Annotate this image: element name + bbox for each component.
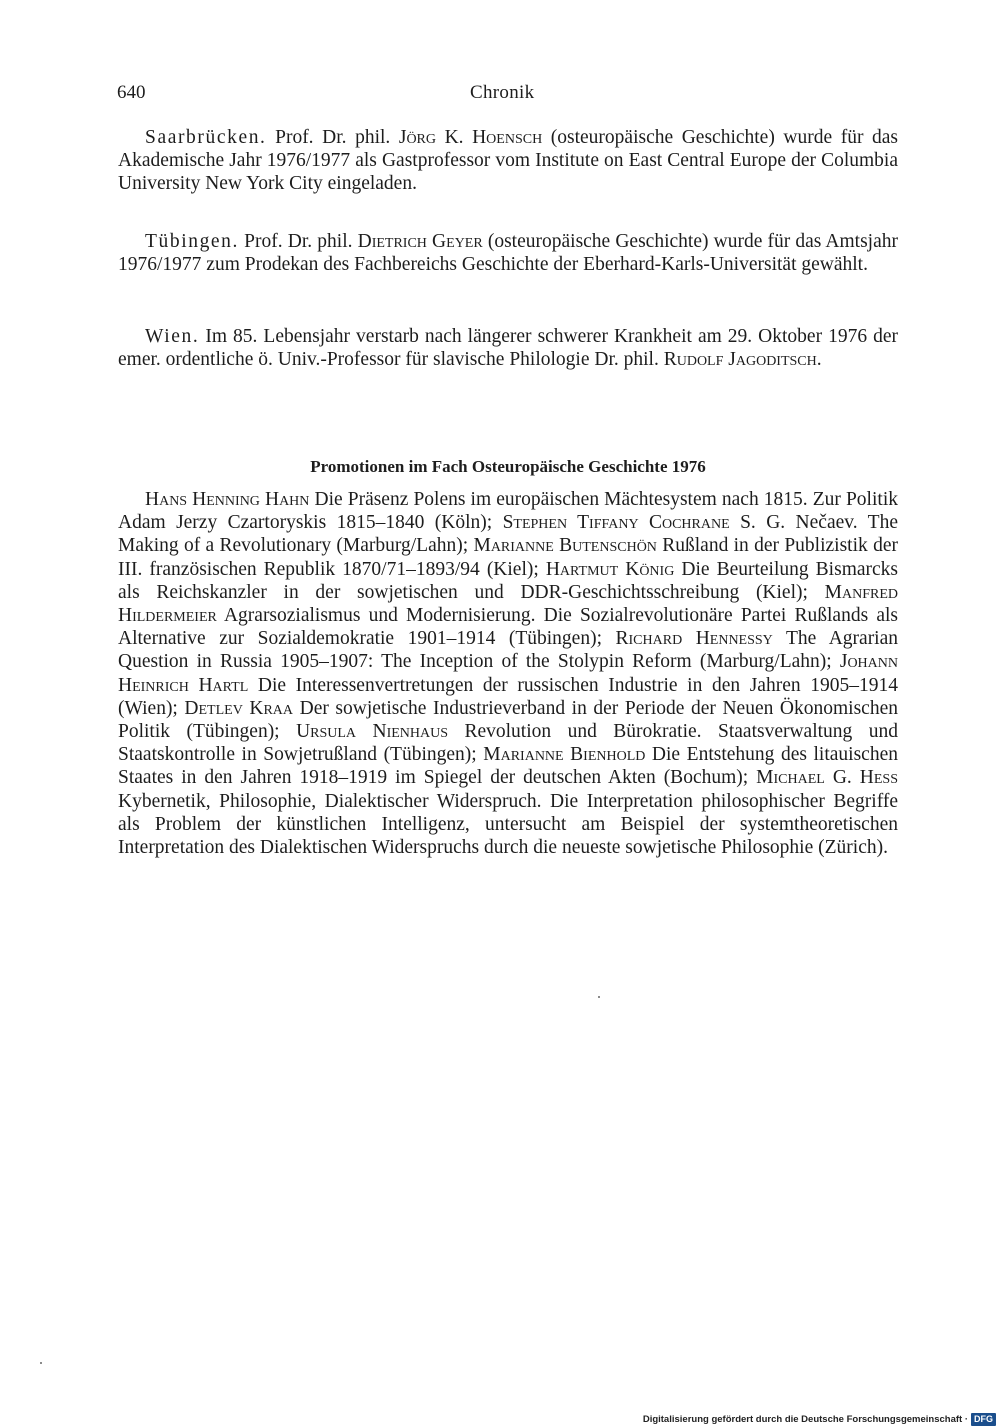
section-heading: Promotionen im Fach Osteuropäische Geschichte 1976 [310, 457, 706, 476]
dissertation-title: Die Interessenvertretungen der russischen Industrie in den Jahren 1905–1914 (Wien); [118, 674, 898, 719]
dissertation-title: Die Beurteilung Bismarcks als Reichskanzler in der sowjetischen und DDR-Geschichtsschreibung (Kiel); [118, 558, 898, 603]
scan-speck [598, 996, 600, 998]
dissertation-title: Der sowjetische Industrieverband in der Periode der Neuen Ökonomischen Politik (Tübingen); [118, 697, 898, 743]
dissertation-title: Revolution und Bürokratie. Staatsverwaltung und Staatskontrolle in Sowjetrußland (Tübingen); [118, 721, 898, 766]
entry-text: Prof. Dr. phil. [266, 127, 399, 148]
person-name: Jörg K. Hoensch [398, 127, 543, 148]
news-entry-saarbruecken [118, 126, 898, 196]
author-name: Detlev Kraa [184, 697, 294, 719]
scan-speck [40, 1362, 42, 1364]
person-name: Rudolf Jagoditsch [663, 349, 817, 371]
news-entry-tuebingen [118, 230, 898, 276]
digitization-credit [643, 1412, 996, 1426]
entry-text: Prof. Dr. phil. [239, 231, 358, 252]
author-name: Hans Henning Hahn [145, 489, 310, 510]
author-name: Hartmut König [545, 558, 675, 580]
running-head: Chronik [470, 82, 535, 103]
dfg-logo: DFG [971, 1413, 996, 1426]
entry-paragraph [118, 230, 898, 276]
entry-text: Im 85. Lebensjahr verstarb nach längerer schwerer Krankheit am 29. Oktober 1976 der emer. ordentliche ö. Univ.-Professor für slavische Philologie Dr. phil. [118, 326, 898, 371]
author-name: Michael G. Hess [756, 767, 898, 789]
page-number: 640 [117, 82, 146, 103]
entry-paragraph [118, 126, 898, 196]
news-entry-wien [118, 325, 898, 371]
entry-text: . [816, 349, 822, 371]
dissertation-title: Rußland in der Publizistik der III. französischen Republik 1870/71–1893/94 (Kiel); [118, 535, 898, 580]
dissertation-list [118, 488, 898, 859]
author-name: Ursula Nienhaus [296, 721, 449, 743]
entry-paragraph [118, 325, 898, 371]
author-name: Stephen Tiffany Cochrane [502, 512, 730, 534]
person-name: Dietrich Geyer [357, 231, 483, 252]
dissertation-title: Kybernetik, Philosophie, Dialektischer Widerspruch. Die Interpretation philosophischer Begriffe als Problem der künstlichen Intelligenz, untersucht am Beispiel der systemtheoretischen Interpretation des Dialektischen Widerspruchs durch die neueste sowjetische Philosophie (Zürich). [118, 790, 898, 859]
author-name: Johann Heinrich Hartl [118, 651, 898, 696]
dissertation-paragraph [118, 488, 898, 859]
author-name: Manfred Hildermeier [118, 581, 898, 627]
dissertation-title: Die Präsenz Polens im europäischen Mächtesystem nach 1815. Zur Politik Adam Jerzy Czartoryskis 1815–1840 (Köln); [118, 489, 898, 534]
entry-text: (osteuropäische Geschichte) wurde für das Akademische Jahr 1976/1977 als Gastprofessor vom Institute on East Central Europe der Columbia University New York City eingeladen. [118, 127, 899, 195]
author-name: Marianne Butenschön [473, 535, 657, 557]
credit-text: Digitalisierung gefördert durch die Deutsche Forschungsgemeinschaft · [642, 1413, 968, 1425]
entry-text: (osteuropäische Geschichte) wurde für das Amtsjahr 1976/1977 zum Prodekan des Fachbereichs Geschichte der Eberhard-Karls-Universität gewählt. [118, 231, 898, 276]
entry-place: Saarbrücken. [145, 127, 267, 148]
dissertation-title: The Agrarian Question in Russia 1905–1907: The Inception of the Stolypin Reform (Marburg/Lahn); [118, 628, 899, 673]
dissertation-title: Die Entstehung des litauischen Staates in den Jahren 1918–1919 im Spiegel der deutschen Akten (Bochum); [118, 744, 898, 789]
dissertation-title: Agrarsozialismus und Modernisierung. Die Sozialrevolutionäre Partei Rußlands als Alternative zur Sozialdemokratie 1901–1914 (Tübingen); [118, 605, 898, 650]
entry-place: Tübingen. [145, 231, 240, 252]
author-name: Richard Hennessy [615, 628, 773, 650]
entry-place: Wien. [145, 326, 200, 347]
author-name: Marianne Bienhold [483, 744, 646, 766]
dissertation-title: S. G. Nečaev. The Making of a Revolutionary (Marburg/Lahn); [118, 512, 898, 557]
